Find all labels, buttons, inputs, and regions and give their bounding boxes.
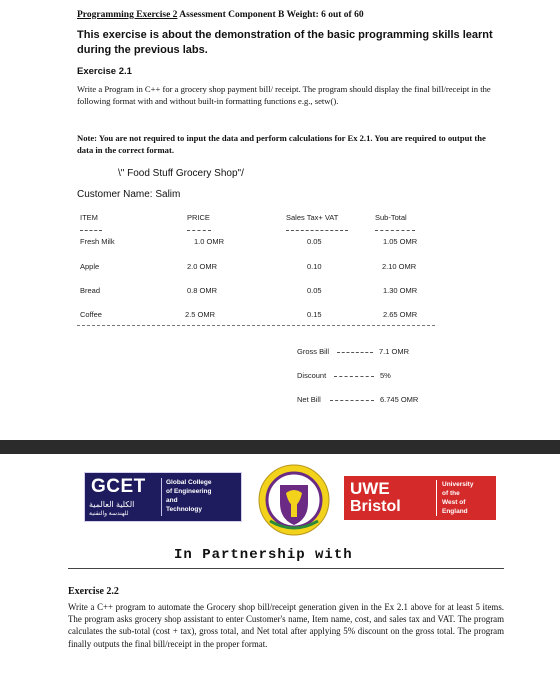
discount-leader	[334, 376, 374, 377]
row-price: 0.8 OMR	[187, 286, 218, 295]
row-subtotal: 1.05 OMR	[383, 237, 418, 246]
gcet-logo-arabic-2: للهندسة والتقنية	[89, 511, 129, 517]
header-item: ITEM	[80, 213, 98, 222]
uwe-side-3: West of	[442, 499, 466, 506]
assessment-heading-rest: Assessment Component B Weight: 6 out of 60	[179, 10, 364, 20]
gross-bill-value: 7.1 OMR	[379, 347, 410, 356]
row-price: 2.0 OMR	[187, 262, 218, 271]
row-item: Fresh Milk	[80, 237, 115, 246]
assessment-heading	[77, 10, 364, 20]
uwe-logo-sub: Bristol	[350, 498, 401, 515]
gcet-side-3: and	[166, 497, 178, 504]
exercise-heading-link: Programming Exercise 2	[77, 10, 178, 20]
exercise-2-1-title: Exercise 2.1	[77, 66, 132, 77]
exercise-2-1-note: Note: You are not required to input the data and perform calculations for Ex 2.1. You are required to output the data in the correct format.	[77, 133, 486, 155]
intro-text: This exercise is about the demonstration of the basic programming skills learnt during the previous labs.	[77, 29, 493, 56]
header-subtotal: Sub-Total	[375, 213, 407, 222]
header-underline-item	[80, 230, 102, 231]
row-price: 1.0 OMR	[194, 237, 225, 246]
header-price: PRICE	[187, 213, 210, 222]
row-item: Apple	[80, 262, 100, 271]
gcet-logo	[84, 472, 242, 522]
uwe-logo-main: UWE	[350, 479, 390, 498]
exercise-2-2-title: Exercise 2.2	[68, 586, 119, 597]
gcet-side-2: of Engineering	[166, 488, 212, 495]
header-underline-tax	[286, 230, 348, 231]
gcet-side-4: Technology	[166, 506, 202, 513]
partnership-caption: In Partnership with	[174, 547, 353, 563]
exercise-2-2-text: Write a C++ program to automate the Grocery shop bill/receipt generation given in the Ex 2.1 above for at least 5 items. The program asks grocery shop assistant to enter Customer's name, Item name, cost, and sales tax and VAT. The program calculates the sub-total (cost + tax), gross total, and Net total after applying 5% discount on the gross total. The program finally outputs the final bill/receipt in the proper format.	[68, 602, 504, 649]
crest-icon	[256, 463, 332, 537]
row-tax: 0.15	[307, 310, 322, 319]
row-subtotal: 1.30 OMR	[383, 286, 418, 295]
gross-bill-label: Gross Bill	[297, 347, 330, 356]
net-bill-label: Net Bill	[297, 395, 321, 404]
discount-value: 5%	[380, 371, 391, 380]
page-separator	[0, 440, 560, 454]
header-tax: Sales Tax+ VAT	[286, 213, 339, 222]
gcet-logo-divider	[161, 478, 162, 516]
row-subtotal: 2.10 OMR	[382, 262, 417, 271]
row-tax: 0.05	[307, 286, 322, 295]
table-bottom-rule	[77, 325, 435, 326]
gcet-logo-main: GCET	[91, 476, 146, 497]
uwe-side-1: University	[442, 481, 474, 488]
discount-label: Discount	[297, 371, 327, 380]
college-crest-emblem	[256, 463, 332, 537]
row-tax: 0.05	[307, 237, 322, 246]
uwe-bristol-logo	[344, 476, 496, 520]
row-tax: 0.10	[307, 262, 322, 271]
shop-name-line: \" Food Stuff Grocery Shop"/	[118, 168, 244, 179]
gcet-side-1: Global College	[166, 479, 212, 486]
uwe-side-2: of the	[442, 490, 460, 497]
net-bill-leader	[330, 400, 374, 401]
row-item: Bread	[80, 286, 101, 295]
gcet-logo-arabic: الكلية العالمية	[89, 500, 135, 509]
exercise-2-1-text: Write a Program in C++ for a grocery shop payment bill/ receipt. The program should display the final bill/receipt in the following format with and without built-in formatting functions e.g., setw().	[77, 84, 491, 106]
row-item: Coffee	[80, 310, 102, 319]
gross-bill-leader	[337, 352, 373, 353]
header-underline-subtotal	[375, 230, 415, 231]
net-bill-value: 6.745 OMR	[380, 395, 419, 404]
section-divider	[68, 568, 504, 569]
customer-name: Customer Name: Salim	[77, 189, 181, 200]
header-underline-price	[187, 230, 211, 231]
row-price: 2.5 OMR	[185, 310, 216, 319]
uwe-logo-divider	[436, 480, 437, 516]
uwe-side-4: England	[442, 508, 468, 515]
row-subtotal: 2.65 OMR	[383, 310, 418, 319]
